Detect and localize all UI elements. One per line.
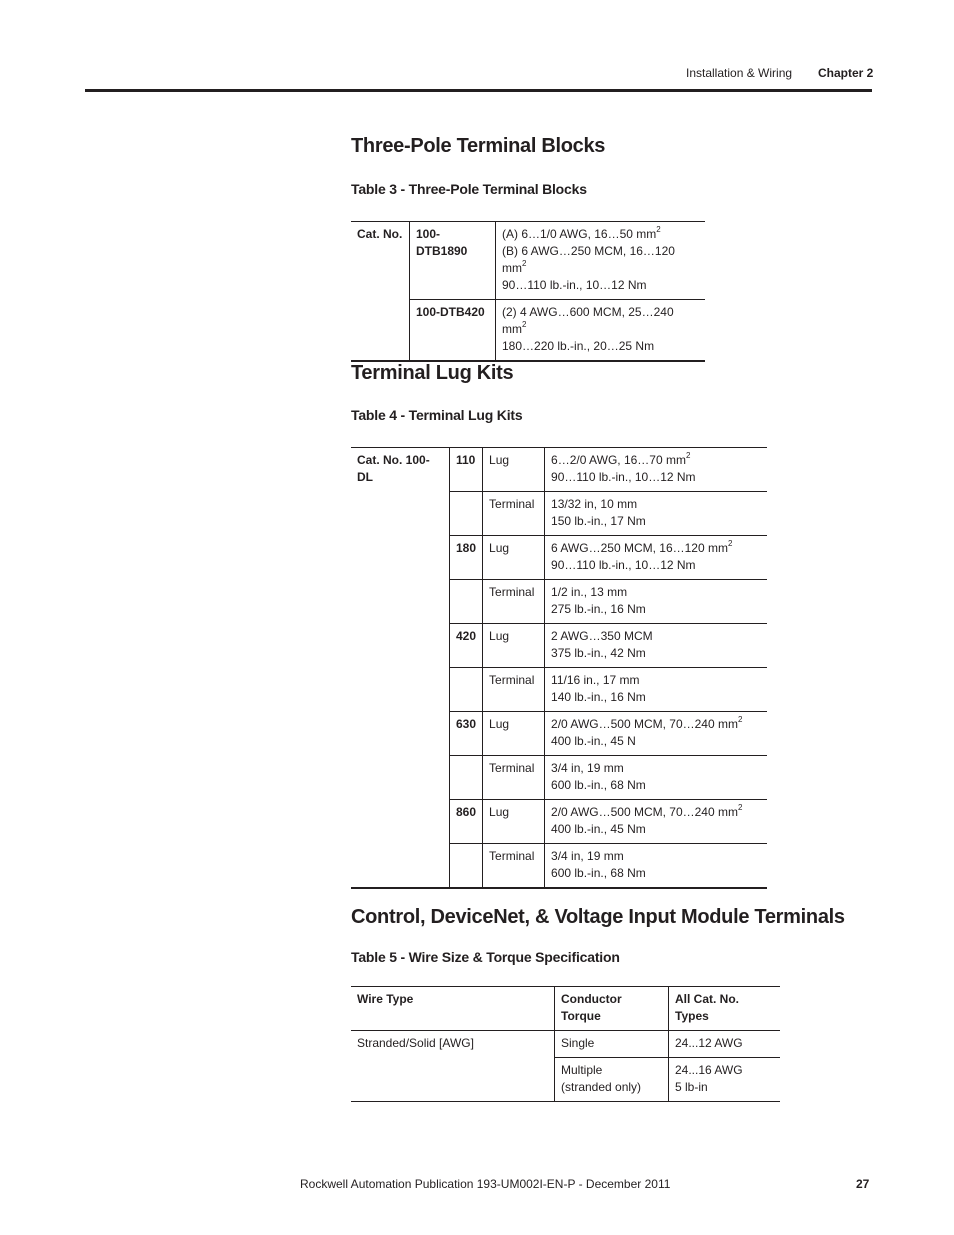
table3-three-pole-terminal-blocks bbox=[351, 221, 705, 362]
table-row bbox=[351, 222, 705, 300]
table3-cat-number: 100-DTB1890 bbox=[410, 222, 496, 300]
table4-spec: 3/4 in, 19 mm 600 lb.-in., 68 Nm bbox=[545, 756, 767, 800]
table4-size bbox=[450, 844, 483, 889]
table4-spec: 6…2/0 AWG, 16…70 $mm^2$ 90…110 lb.-in., 10…12 Nm bbox=[545, 448, 767, 492]
table4-type: Lug bbox=[483, 800, 545, 844]
table4-size: 420 bbox=[450, 624, 483, 668]
table4-cat-label: Cat. No. 100-DL bbox=[351, 448, 450, 889]
table5-spec: 24...12 AWG bbox=[669, 1031, 781, 1058]
table4-type: Lug bbox=[483, 448, 545, 492]
table5-header-torque: Conductor Torque bbox=[555, 987, 669, 1031]
table4-size: 180 bbox=[450, 536, 483, 580]
table4-spec: 11/16 in., 17 mm 140 lb.-in., 16 Nm bbox=[545, 668, 767, 712]
table4-size bbox=[450, 756, 483, 800]
table5-torque: Multiple (stranded only) bbox=[555, 1058, 669, 1102]
table3-caption: Table 3 - Three-Pole Terminal Blocks bbox=[351, 181, 587, 197]
table4-type: Terminal bbox=[483, 668, 545, 712]
table4-spec: 1/2 in., 13 mm 275 lb.-in., 16 Nm bbox=[545, 580, 767, 624]
section-title-three-pole: Three-Pole Terminal Blocks bbox=[351, 135, 606, 157]
page-number: 27 bbox=[856, 1177, 870, 1191]
table4-size: 110 bbox=[450, 448, 483, 492]
table4-size: 860 bbox=[450, 800, 483, 844]
table4-size: 630 bbox=[450, 712, 483, 756]
table4-type: Lug bbox=[483, 536, 545, 580]
table4-spec: 13/32 in, 10 mm 150 lb.-in., 17 Nm bbox=[545, 492, 767, 536]
header-rule bbox=[85, 89, 872, 92]
table4-size bbox=[450, 580, 483, 624]
section-title-lug-kits: Terminal Lug Kits bbox=[351, 362, 514, 384]
table4-terminal-lug-kits bbox=[351, 447, 767, 889]
table3-cat-number: 100-DTB420 bbox=[410, 300, 496, 362]
table4-spec: 2 AWG…350 MCM 375 lb.-in., 42 Nm bbox=[545, 624, 767, 668]
section-title-control-terminals: Control, DeviceNet, & Voltage Input Module Terminals bbox=[351, 906, 845, 928]
table-row bbox=[351, 1031, 780, 1058]
table5-wire-type: Stranded/Solid [AWG] bbox=[351, 1031, 555, 1102]
table4-type: Terminal bbox=[483, 492, 545, 536]
table3-cat-label: Cat. No. bbox=[351, 222, 410, 362]
table-header-row bbox=[351, 987, 780, 1031]
table4-type: Terminal bbox=[483, 844, 545, 889]
table3-spec: (2) 4 AWG…600 MCM, 25…240 $mm^2$ 180…220 lb.-in., 20…25 Nm bbox=[496, 300, 706, 362]
table4-size bbox=[450, 492, 483, 536]
table5-wire-size-torque bbox=[351, 986, 780, 1102]
table4-type: Lug bbox=[483, 712, 545, 756]
table4-size bbox=[450, 668, 483, 712]
table5-header-types: All Cat. No. Types bbox=[669, 987, 781, 1031]
footer-publication: Rockwell Automation Publication 193-UM002I-EN-P - December 2011 bbox=[300, 1177, 671, 1191]
table5-header-wire-type: Wire Type bbox=[357, 992, 414, 1006]
table4-caption: Table 4 - Terminal Lug Kits bbox=[351, 407, 523, 423]
header-section-title: Installation & Wiring bbox=[686, 66, 793, 80]
table4-spec: 2/0 AWG…500 MCM, 70…240 $mm^2$ 400 lb.-in., 45 N bbox=[545, 712, 767, 756]
header-chapter: Chapter 2 bbox=[818, 66, 874, 80]
table4-spec: 6 AWG…250 MCM, 16…120 $mm^2$ 90…110 lb.-in., 10…12 Nm bbox=[545, 536, 767, 580]
table4-spec: 3/4 in, 19 mm 600 lb.-in., 68 Nm bbox=[545, 844, 767, 889]
table-row bbox=[351, 448, 767, 492]
table4-type: Lug bbox=[483, 624, 545, 668]
table4-type: Terminal bbox=[483, 756, 545, 800]
table5-spec: 24...16 AWG 5 lb-in bbox=[669, 1058, 781, 1102]
table4-spec: 2/0 AWG…500 MCM, 70…240 $mm^2$ 400 lb.-in., 45 Nm bbox=[545, 800, 767, 844]
table4-type: Terminal bbox=[483, 580, 545, 624]
table3-spec: (A) 6…1/0 AWG, 16…50 $mm^2$ (B) 6 AWG…250 MCM, 16…120 $mm^2$ 90…110 lb.-in., 10…12 Nm bbox=[496, 222, 706, 300]
table5-caption: Table 5 - Wire Size & Torque Specification bbox=[351, 949, 620, 965]
table5-torque: Single bbox=[555, 1031, 669, 1058]
